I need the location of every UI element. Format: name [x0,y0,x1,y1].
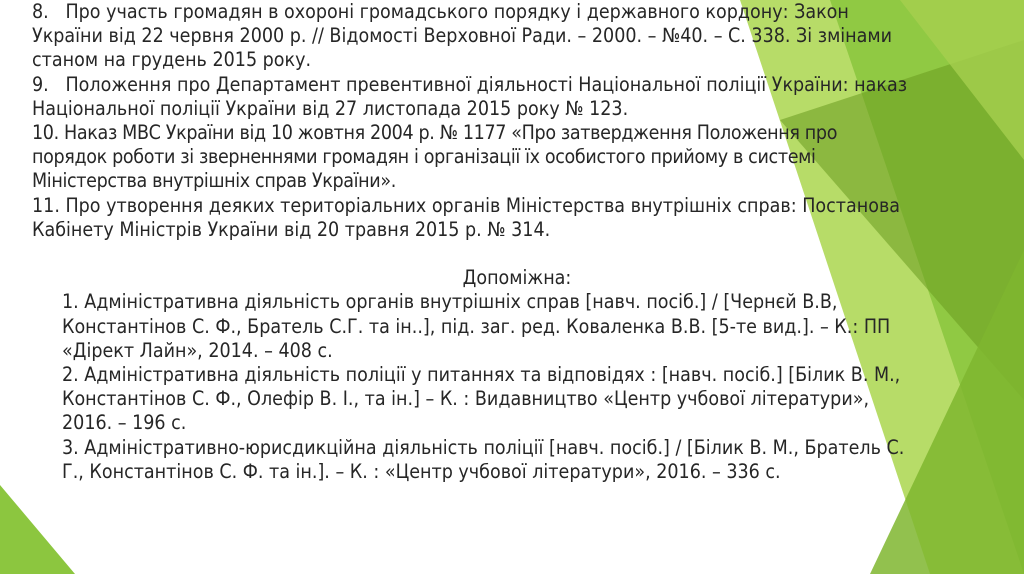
auxiliary-item-1: 1. Адміністративна діяльність органів внутрішніх справ [навч. посіб.] / [Чернєй В.В, Константінов С. Ф., Братель С.Г. та ін..], під. заг. ред. Коваленка В.В. [5-те вид.]. – К.: ПП «Дірект Лайн», 2014. – 408 с. [62,290,896,362]
reference-item-10: 10. Наказ МВС України від 10 жовтня 2004 р. № 1177 «Про затвердження Положення про порядок роботи зі зверненнями громадян і організації їх особистого прийому в системі Міністерства внутрішніх справ України». [32,121,843,193]
reference-item-9: 9. Положення про Департамент превентивної діяльності Національної поліції України: наказ Національної поліції України від 27 листопада 2015 року № 123. [32,72,913,120]
green-bottom-left-triangle [0,485,75,574]
auxiliary-item-2: 2. Адміністративна діяльність поліції у питаннях та відповідях : [навч. посіб.] [Білик В. М., Константінов С. Ф., Олефір В. І., та ін.] – К. : Видавництво «Центр учбової літератури», 2016. – 196 с. [62,363,906,435]
slide-text [32,0,912,484]
auxiliary-heading: Допоміжна: [462,266,572,290]
spacer [32,242,912,266]
reference-item-11: 11. Про утворення деяких територіальних органів Міністерства внутрішніх справ: Постанова Кабінету Міністрів України від 20 травня 2015 р. № 314. [32,193,906,241]
auxiliary-item-3: 3. Адміністративно-юрисдикційна діяльність поліції [навч. посіб.] / [Білик В. М., Братель С. Г., Константінов С. Ф. та ін.]. – К. : «Центр учбової літератури», 2016. – 336 с. [62,435,910,483]
reference-item-8: 8. Про участь громадян в охороні громадського порядку і державного кордону: Закон України від 22 червня 2000 р. // Відомості Верховної Ради. – 2000. – №40. – С. 338. Зі змінами станом на грудень 2015 року. [32,0,898,72]
